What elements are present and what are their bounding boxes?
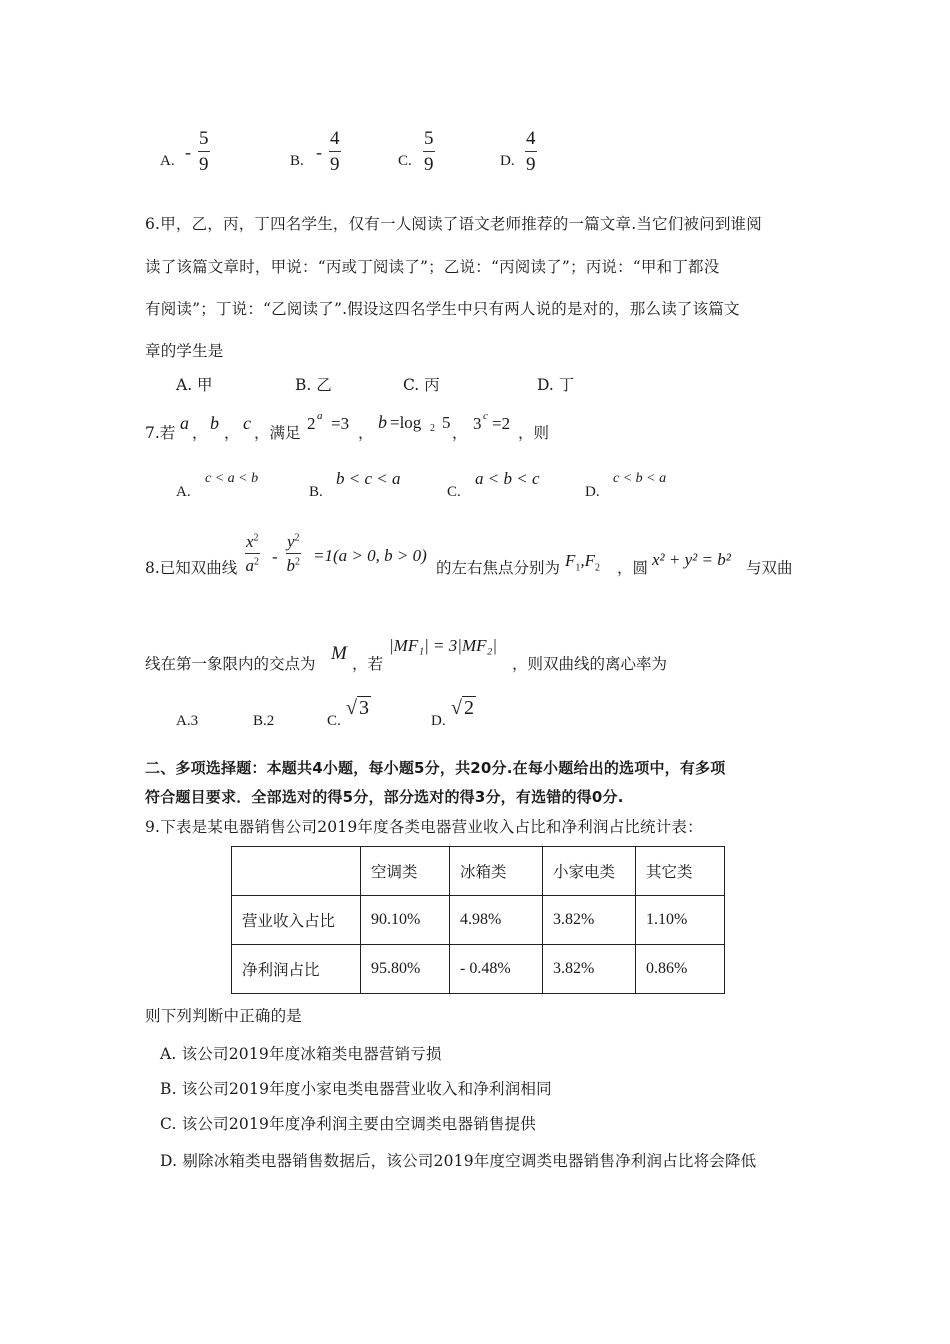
q7-cond2-base: 2 [430,423,435,434]
q6-option-b: B. 乙 [295,376,332,394]
q5-option-d-label: D. [500,153,515,169]
q7-option-b-expr: b < c < a [336,469,401,488]
q7-var-b: b [210,413,219,433]
q9-option-d: D. 剔除冰箱类电器销售数据后，该公司2019年度空调类电器销售净利润占比将会降低 [160,1152,757,1170]
q9-option-a: A. 该公司2019年度冰箱类电器营销亏损 [160,1045,442,1063]
q7-option-c-expr: a < b < c [475,469,540,488]
q8-line2-b: ，若 [352,655,384,673]
q8-option-c-sqrt: √ 3 [346,697,369,719]
table-cell: 4.98% [450,896,543,945]
q7-cond2-log: =log [390,413,422,432]
table-cell: 95.80% [361,945,450,994]
q7-option-b-label: B. [309,484,323,500]
table-header-cell: 冰箱类 [450,847,543,896]
q7-var-c: c [243,413,251,433]
table-cell: 3.82% [543,945,636,994]
q7-sep-2: ， [224,424,240,442]
q7-suffix: ，则 [518,424,550,442]
q8-circle: x² + y² = b² [652,550,731,569]
q5-option-a-sign: - [185,142,191,162]
table-cell: 3.82% [543,896,636,945]
q8-equation-condition: =1(a > 0, b > 0) [313,546,427,565]
q7-option-a-label: A. [176,484,191,500]
q5-option-c-fraction: 5 9 [424,128,434,175]
table-header-cell: 其它类 [636,847,725,896]
q5-option-b-fraction: 4 9 [330,128,340,175]
q5-option-a-label: A. [160,153,175,169]
q5-option-b-label: B. [290,153,304,169]
table-header-cell: 小家电类 [543,847,636,896]
q7-cond3-base: 3 [473,414,482,433]
q6-line-3: 有阅读”；丁说：“乙阅读了”.假设这四名学生中只有两人说的是对的，那么读了该篇文 [145,300,740,318]
q8-foci: $F_1,F_2$ [565,551,601,574]
q6-line-2: 读了该篇文章时，甲说：“丙或丁阅读了”；乙说：“丙阅读了”；丙说：“甲和丁都没 [145,258,720,276]
q5-option-d-fraction: 4 9 [526,128,536,175]
q9-stats-table [231,846,725,994]
table-cell: 1.10% [636,896,725,945]
table-row [232,896,725,945]
q7-option-a-expr: c < a < b [205,471,259,486]
q8-condition: |MF₁| = 3|MF₂| [389,636,498,655]
q8-fraction-x: $x^2$ $a^2$ [245,532,260,575]
q8-line2-a: 线在第一象限内的交点为 [145,655,316,673]
q8-comma-circle: ，圆 [617,559,649,577]
q7-option-d-label: D. [585,484,600,500]
q8-line2-c: ，则双曲线的离心率为 [512,655,668,673]
table-header-cell: 空调类 [361,847,450,896]
q6-line-4: 章的学生是 [145,342,224,360]
q7-prefix: 7.若 [145,424,176,442]
q7-sep-4: ， [452,424,468,442]
q9-question: 则下列判断中正确的是 [145,1007,303,1025]
q8-minus: - [272,547,278,566]
q5-option-c-label: C. [398,153,412,169]
q8-option-c-label: C. [327,713,341,729]
q7-sep-3: ， [358,424,374,442]
table-row [232,945,725,994]
q8-option-b: B.2 [253,713,275,729]
q7-var-a: a [180,413,189,433]
table-header-row [232,847,725,896]
q8-tail: 与双曲 [746,559,793,577]
q8-point-m: M [331,643,347,664]
q9-option-c: C. 该公司2019年度净利润主要由空调类电器销售提供 [160,1115,537,1133]
q7-cond2-arg: 5 [442,413,451,432]
section2-line-1: 二、多项选择题：本题共4小题，每小题5分，共20分.在每小题给出的选项中，有多项 [145,759,726,777]
q7-sep-1: ， [192,424,208,442]
q8-fraction-y: $y^2$ $b^2$ [286,532,301,575]
q7-cond3-rhs: =2 [492,414,511,433]
q8-mid: 的左右焦点分别为 [436,559,561,577]
q5-option-b-sign: - [316,142,322,162]
q6-option-d: D. 丁 [537,376,575,394]
q8-option-d-label: D. [431,713,446,729]
table-cell: 0.86% [636,945,725,994]
q7-cond1-rhs: =3 [331,414,350,433]
q8-prefix: 8.已知双曲线 [145,559,238,577]
q6-line-1: 6.甲，乙，丙，丁四名学生，仅有一人阅读了语文老师推荐的一篇文章.当它们被问到谁阅 [145,215,762,233]
q7-option-d-expr: c < b < a [613,471,667,486]
section2-line-2: 符合题目要求．全部选对的得5分，部分选对的得3分，有选错的得0分. [145,788,624,806]
q6-option-c: C. 丙 [403,376,440,394]
q7-option-c-label: C. [447,484,461,500]
table-row-label: 营业收入占比 [232,896,361,945]
q7-cond3-exp: c [483,410,488,422]
q8-option-a: A.3 [176,713,199,729]
table-cell: - 0.48% [450,945,543,994]
table-row-label: 净利润占比 [232,945,361,994]
q7-satisfy: ，满足 [254,424,301,442]
q6-option-a: A. 甲 [176,376,213,394]
q7-cond2-lhs: b [378,412,387,432]
table-header-cell [232,847,361,896]
table-cell: 90.10% [361,896,450,945]
q9-stem: 9.下表是某电器销售公司2019年度各类电器营业收入占比和净利润占比统计表： [145,818,703,836]
q7-cond1-base: 2 [307,414,316,433]
q9-option-b: B. 该公司2019年度小家电类电器营业收入和净利润相同 [160,1080,552,1098]
q5-option-a-fraction: 5 9 [199,128,209,175]
q8-option-d-sqrt: √ 2 [451,697,474,719]
q7-cond1-exp: a [317,410,323,422]
